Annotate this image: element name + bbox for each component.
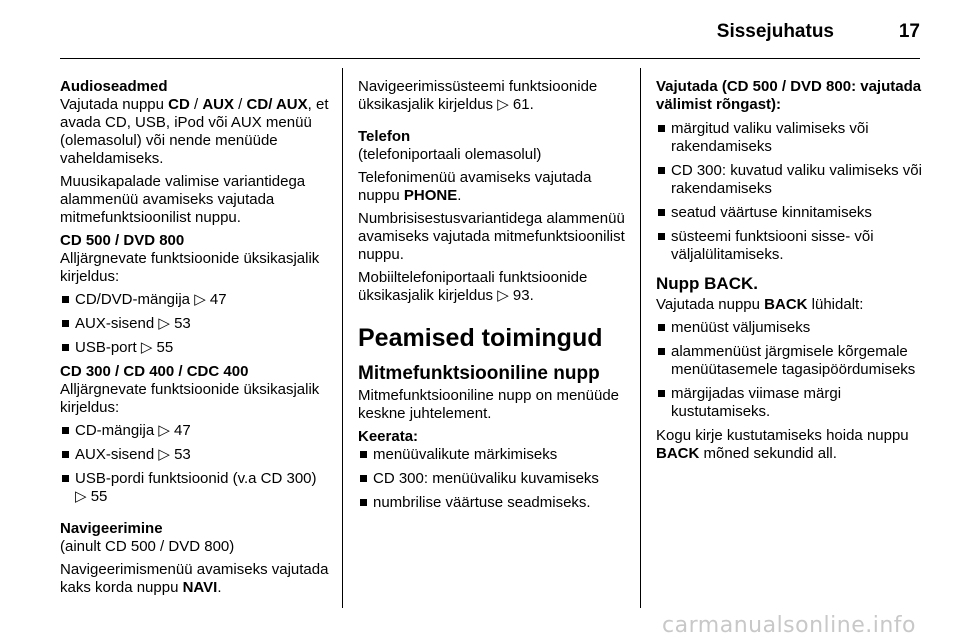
audio-heading: Audioseadmed: [60, 78, 168, 95]
list-item-text: USB-port ▷ 55: [75, 339, 174, 356]
list-item-text: CD 300: kuvatud valiku valimiseks või rakendamiseks: [671, 162, 922, 197]
bullet-icon: [658, 209, 665, 216]
turn-list: [358, 446, 626, 512]
phone-paragraph-2: Numbrisisestusvariantidega alammenüü avamiseks vajutada mitmefunktsioonilist nuppu.: [358, 210, 625, 263]
aux-button-ref: AUX: [202, 96, 235, 113]
list-item-text: CD 300: menüüvaliku kuvamiseks: [373, 470, 599, 487]
list-item: [60, 339, 332, 357]
bullet-icon: [658, 125, 665, 132]
multifunction-heading: Mitmefunktsiooniline nupp: [358, 363, 600, 384]
bullet-icon: [658, 233, 665, 240]
cd500-list: [60, 291, 332, 357]
back-button-ref: BACK: [656, 445, 700, 462]
multifunction-paragraph: Mitmefunktsiooniline nupp on menüüde keskne juhtelement.: [358, 387, 619, 422]
list-item-text: seatud väärtuse kinnitamiseks: [671, 204, 872, 221]
column-2: [358, 78, 626, 518]
text: .: [217, 579, 222, 596]
cd300-list: [60, 422, 332, 506]
cd300-heading: CD 300 / CD 400 / CDC 400: [60, 363, 249, 380]
bullet-icon: [62, 320, 69, 327]
text: /: [189, 96, 203, 113]
section-title: Sissejuhatus: [716, 21, 834, 42]
cdaux-button-ref: CD/ AUX: [246, 96, 308, 113]
list-item: [60, 291, 332, 309]
text: /: [234, 96, 247, 113]
audio-paragraph: [60, 96, 332, 168]
phone-paragraph-3: Mobiiltelefoniportaali funktsioonide üksikasjalik kirjeldus ▷ 93.: [358, 269, 588, 304]
list-item: [656, 162, 928, 198]
column-divider: [640, 68, 641, 608]
list-item: [656, 343, 928, 379]
phone-button-ref: PHONE: [403, 187, 458, 204]
list-item-text: alammenüüst järgmisele kõrgemale menüütasemele tagasipöördumiseks: [671, 343, 916, 378]
back-paragraph: [656, 296, 928, 314]
list-item-text: menüüvalikute märkimiseks: [373, 446, 558, 463]
list-item-text: AUX-sisend ▷ 53: [75, 446, 191, 463]
page-header: [60, 0, 920, 60]
nav-detail: Navigeerimissüsteemi funktsioonide üksikasjalik kirjeldus ▷ 61.: [358, 78, 598, 113]
bullet-icon: [62, 451, 69, 458]
list-item: [656, 120, 928, 156]
list-item: [358, 494, 626, 512]
nav-paragraph: [60, 561, 332, 597]
list-item: [60, 422, 332, 440]
nav-note: (ainult CD 500 / DVD 800): [60, 538, 235, 555]
header-rule: [60, 58, 920, 59]
text: Navigeerimismenüü avamiseks vajutada kaks korda nuppu: [60, 561, 329, 596]
list-item: [656, 385, 928, 421]
press-heading: Vajutada (CD 500 / DVD 800: vajutada välimist rõngast):: [656, 78, 922, 113]
main-heading: Peamised toimingud: [358, 324, 603, 352]
nav-heading: Navigeerimine: [60, 520, 163, 537]
bullet-icon: [62, 427, 69, 434]
cd300-intro: Alljärgnevate funktsioonide üksikasjalik kirjeldus:: [60, 381, 320, 416]
page-number: 17: [898, 21, 920, 42]
audio-paragraph-2: Muusikapalade valimise variantidega alammenüü avamiseks vajutada mitmefunktsioonilist nuppu.: [60, 173, 306, 226]
list-item-text: CD-mängija ▷ 47: [75, 422, 191, 439]
column-divider: [342, 68, 343, 608]
bullet-icon: [658, 348, 665, 355]
column-3: [656, 78, 928, 468]
bullet-icon: [658, 324, 665, 331]
list-item-text: süsteemi funktsiooni sisse- või väljalülitamiseks.: [671, 228, 874, 263]
bullet-icon: [658, 167, 665, 174]
list-item: [60, 470, 332, 506]
bullet-icon: [62, 296, 69, 303]
list-item: [358, 470, 626, 488]
column-1: [60, 78, 332, 602]
text: , et avada CD, USB, iPod või AUX menüü (olemasolul) või nende menüüde vaheldamiseks.: [60, 96, 329, 167]
watermark: carmanualsonline.info: [662, 613, 916, 638]
list-item-text: märgijadas viimase märgi kustutamiseks.: [671, 385, 842, 420]
list-item-text: AUX-sisend ▷ 53: [75, 315, 191, 332]
text: mõned sekundid all.: [699, 445, 837, 462]
text: Vajutada nuppu: [60, 96, 169, 113]
text: lühidalt:: [807, 296, 864, 313]
list-item: [60, 315, 332, 333]
list-item: [358, 446, 626, 464]
bullet-icon: [658, 390, 665, 397]
back-heading: Nupp BACK.: [656, 274, 758, 293]
list-item: [656, 204, 928, 222]
text: .: [457, 187, 462, 204]
text: Kogu kirje kustutamiseks hoida nuppu: [656, 427, 909, 444]
navi-button-ref: NAVI: [182, 579, 218, 596]
phone-note: (telefoniportaali olemasolul): [358, 146, 542, 163]
cd500-heading: CD 500 / DVD 800: [60, 232, 185, 249]
phone-paragraph: [358, 169, 626, 205]
cd-button-ref: CD: [168, 96, 190, 113]
bullet-icon: [360, 499, 367, 506]
list-item-text: CD/DVD-mängija ▷ 47: [75, 291, 227, 308]
bullet-icon: [360, 451, 367, 458]
list-item: [656, 319, 928, 337]
list-item-text: menüüst väljumiseks: [671, 319, 811, 336]
cd500-intro: Alljärgnevate funktsioonide üksikasjalik kirjeldus:: [60, 250, 320, 285]
back-list: [656, 319, 928, 421]
bullet-icon: [62, 475, 69, 482]
bullet-icon: [62, 344, 69, 351]
bullet-icon: [360, 475, 367, 482]
hold-paragraph: [656, 427, 928, 463]
phone-heading: Telefon: [358, 128, 411, 145]
back-button-ref: BACK: [764, 296, 808, 313]
list-item: [656, 228, 928, 264]
list-item-text: märgitud valiku valimiseks või rakendamiseks: [671, 120, 869, 155]
text: Telefonimenüü avamiseks vajutada nuppu: [358, 169, 592, 204]
list-item-text: USB-pordi funktsioonid (v.a CD 300) ▷ 55: [75, 470, 317, 505]
turn-heading: Keerata:: [358, 428, 419, 445]
list-item-text: numbrilise väärtuse seadmiseks.: [373, 494, 591, 511]
list-item: [60, 446, 332, 464]
press-list: [656, 120, 928, 264]
text: Vajutada nuppu: [656, 296, 765, 313]
